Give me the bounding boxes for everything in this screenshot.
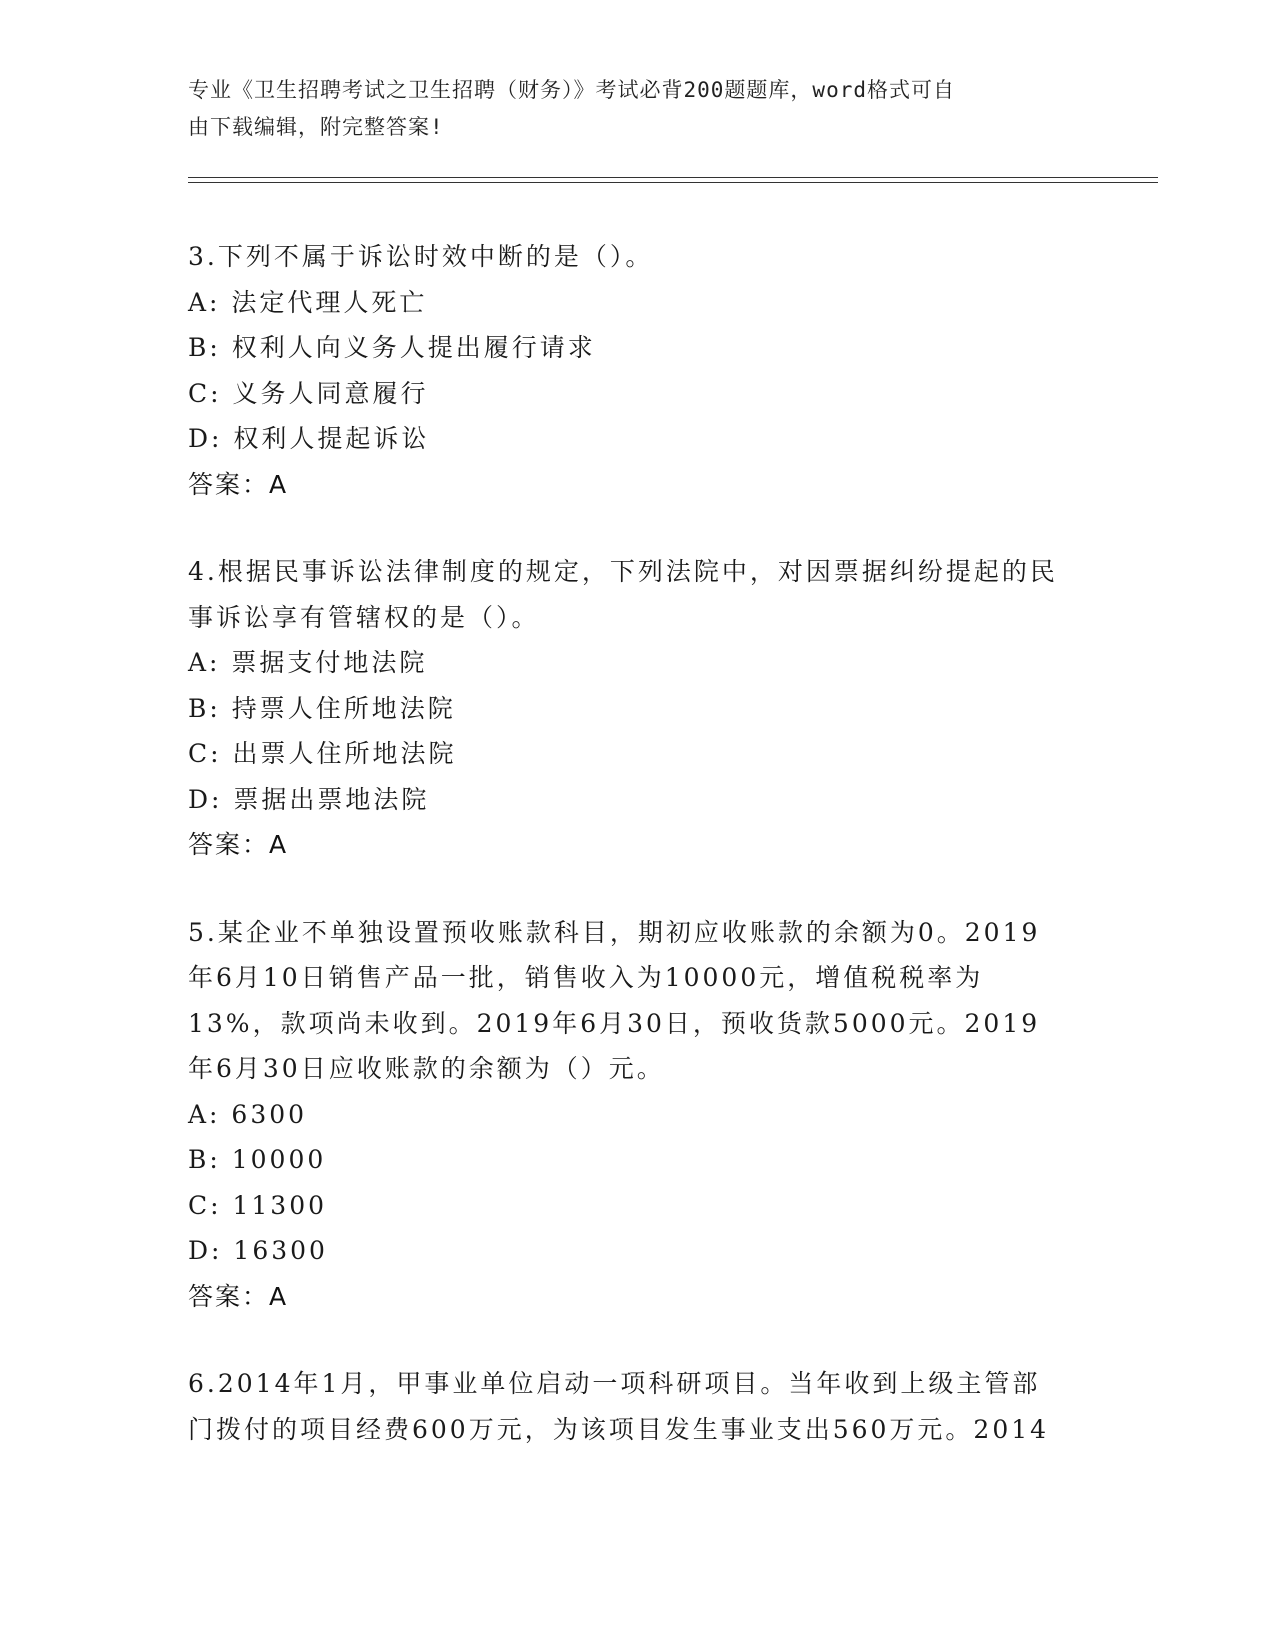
answer-label: 答案：A [188, 1281, 289, 1311]
option-c: C: 义务人同意履行 [188, 378, 429, 408]
header-divider-top [188, 177, 1158, 178]
question-stem: 5.某企业不单独设置预收账款科目，期初应收账款的余额为0。2019年6月10日销售产品一批，销售收入为10000元，增值税税率为13%，款项尚未收到。2019年6月30日，预收货款5000元。2019年6月30日应收账款的余额为（）元。 [188, 917, 1041, 1083]
option-b: B: 10000 [188, 1145, 327, 1174]
option-d: D: 票据出票地法院 [188, 784, 430, 814]
option-a: A: 6300 [188, 1099, 308, 1129]
document-header [188, 72, 1078, 146]
question-stem: 4.根据民事诉讼法律制度的规定，下列法院中，对因票据纠纷提起的民事诉讼享有管辖权的是（）。 [188, 557, 1058, 632]
header-line-1: 专业《卫生招聘考试之卫生招聘（财务）》考试必背200题题库，word格式可自 [188, 78, 955, 102]
option-b: B: 持票人住所地法院 [188, 693, 456, 723]
question-stem: 3.下列不属于诉讼时效中断的是（）。 [188, 242, 654, 271]
question-5 [188, 910, 1078, 1320]
question-stem: 6.2014年1月，甲事业单位启动一项科研项目。当年收到上级主管部门拨付的项目经费600万元，为该项目发生事业支出560万元。2014 [188, 1369, 1050, 1444]
answer-label: 答案：A [188, 830, 289, 859]
option-c: C: 11300 [188, 1190, 328, 1220]
option-c: C: 出票人住所地法院 [188, 739, 457, 768]
question-list [188, 234, 1078, 1494]
header-line-2: 由下载编辑，附完整答案! [188, 115, 444, 139]
option-b: B: 权利人向义务人提出履行请求 [188, 333, 596, 362]
answer-label: 答案：A [188, 469, 289, 499]
header-divider-bottom [188, 182, 1158, 183]
question-6 [188, 1361, 1078, 1452]
question-4 [188, 549, 1078, 868]
option-a: A: 法定代理人死亡 [188, 287, 428, 317]
option-d: D: 16300 [188, 1236, 328, 1265]
question-3 [188, 234, 1078, 507]
option-a: A: 票据支付地法院 [188, 648, 428, 677]
option-d: D: 权利人提起诉讼 [188, 424, 430, 453]
